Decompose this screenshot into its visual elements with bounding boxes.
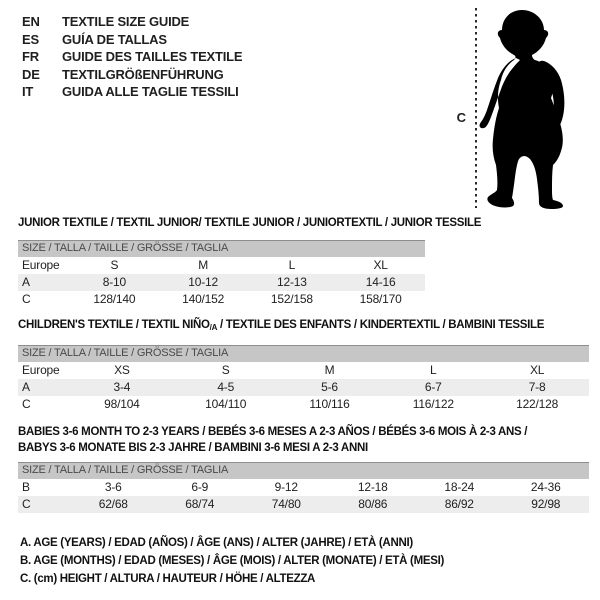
baby-silhouette-graphic bbox=[440, 0, 600, 220]
language-title: TEXTILE SIZE GUIDE bbox=[62, 14, 190, 29]
table-title-text: CHILDREN'S TEXTILE / TEXTIL NIÑO bbox=[18, 319, 210, 331]
size-cell: 74/80 bbox=[271, 497, 301, 511]
size-cell: L bbox=[288, 258, 296, 272]
row-label: A bbox=[22, 380, 30, 394]
size-cell: 92/98 bbox=[531, 497, 561, 511]
language-title: GUIDE DES TAILLES TEXTILE bbox=[62, 49, 243, 64]
language-row bbox=[22, 13, 242, 31]
size-cell: XL bbox=[373, 258, 388, 272]
size-cell: 116/122 bbox=[412, 397, 454, 411]
table-title-line2: BABYS 3-6 MONATE BIS 2-3 JAHRE / BAMBINI 3-6 MESI A 2-3 ANNI bbox=[18, 442, 368, 454]
table-row bbox=[18, 379, 589, 396]
table-title bbox=[18, 424, 589, 456]
height-figure bbox=[440, 0, 600, 220]
junior-size-table bbox=[18, 216, 482, 308]
size-cell: S bbox=[110, 258, 119, 272]
table-row bbox=[18, 362, 589, 379]
size-cell: 4-5 bbox=[217, 380, 235, 394]
size-cell: 12-18 bbox=[357, 480, 388, 494]
language-code: FR bbox=[22, 49, 39, 64]
table-row bbox=[18, 479, 589, 496]
size-cell: 7-8 bbox=[528, 380, 546, 394]
size-cell: 104/110 bbox=[205, 397, 247, 411]
size-cell: L bbox=[430, 363, 437, 377]
table-row bbox=[18, 274, 425, 291]
row-label: Europe bbox=[22, 258, 60, 272]
size-cell: M bbox=[198, 258, 209, 272]
language-list bbox=[22, 13, 242, 101]
table-row bbox=[18, 291, 425, 308]
table-title-line1: BABIES 3-6 MONTH TO 2-3 YEARS / BEBÉS 3-6 MESES A 2-3 AÑOS / BÉBÉS 3-6 MOIS À 2-3 ANS / bbox=[18, 426, 528, 438]
size-cell: 6-7 bbox=[424, 380, 442, 394]
height-label: C bbox=[456, 110, 466, 125]
size-cell: 62/68 bbox=[98, 497, 128, 511]
language-title: GUÍA DE TALLAS bbox=[62, 31, 167, 47]
table-title: JUNIOR TEXTILE / TEXTIL JUNIOR/ TEXTILE JUNIOR / JUNIORTEXTIL / JUNIOR TESSILE bbox=[18, 217, 482, 229]
table-title-subscript: /A bbox=[209, 323, 218, 332]
size-cell: S bbox=[221, 363, 230, 377]
table-title-text: / TEXTILE DES ENFANTS / KINDERTEXTIL / BAMBINI TESSILE bbox=[217, 319, 545, 331]
table-title bbox=[18, 318, 589, 335]
size-cell: 80/86 bbox=[358, 497, 388, 511]
size-cell: 122/128 bbox=[516, 397, 559, 411]
language-row bbox=[22, 48, 242, 66]
size-cell: 98/104 bbox=[104, 397, 140, 411]
size-cell: M bbox=[324, 363, 335, 377]
size-cell: 9-12 bbox=[274, 480, 298, 494]
size-cell: 10-12 bbox=[188, 275, 218, 289]
size-cell: 86/92 bbox=[444, 497, 474, 511]
size-cell: 8-10 bbox=[102, 275, 126, 289]
table-header-bar: SIZE / TALLA / TAILLE / GRÖSSE / TAGLIA bbox=[18, 462, 589, 479]
size-cell: 6-9 bbox=[191, 480, 209, 494]
language-code: ES bbox=[22, 31, 39, 47]
table-header-bar: SIZE / TALLA / TAILLE / GRÖSSE / TAGLIA bbox=[18, 240, 425, 257]
legend-line-b: B. AGE (MONTHS) / EDAD (MESES) / ÂGE (MOIS) / ALTER (MONATE) / ETÀ (MESI) bbox=[20, 555, 445, 567]
size-cell: 110/116 bbox=[309, 397, 350, 411]
language-code: EN bbox=[22, 14, 40, 29]
legend bbox=[20, 534, 444, 588]
size-cell: 3-6 bbox=[104, 480, 122, 494]
language-row bbox=[22, 66, 242, 84]
size-cell: XL bbox=[529, 363, 545, 377]
language-title: TEXTILGRÖßENFÜHRUNG bbox=[62, 66, 224, 82]
size-cell: 5-6 bbox=[321, 380, 338, 394]
row-label: Europe bbox=[22, 363, 60, 377]
legend-line-a: A. AGE (YEARS) / EDAD (AÑOS) / ÂGE (ANS) / ALTER (JAHRE) / ETÀ (ANNI) bbox=[20, 537, 413, 549]
size-cell: 24-36 bbox=[530, 480, 561, 494]
language-row bbox=[22, 83, 242, 101]
size-cell: 3-4 bbox=[113, 380, 131, 394]
row-label: C bbox=[22, 292, 31, 306]
table-row bbox=[18, 257, 425, 274]
table-row bbox=[18, 496, 589, 513]
size-cell: 152/158 bbox=[270, 292, 313, 306]
row-label: A bbox=[22, 275, 30, 289]
row-label: C bbox=[22, 397, 31, 411]
table-row bbox=[18, 396, 589, 413]
row-label: B bbox=[22, 480, 30, 494]
size-cell: 12-13 bbox=[277, 275, 307, 289]
baby-silhouette-icon bbox=[480, 10, 565, 209]
language-code: DE bbox=[22, 66, 40, 82]
size-cell: 18-24 bbox=[444, 480, 475, 494]
table-header-bar: SIZE / TALLA / TAILLE / GRÖSSE / TAGLIA bbox=[18, 345, 589, 362]
size-cell: 14-16 bbox=[365, 275, 396, 289]
size-cell: 68/74 bbox=[185, 497, 215, 511]
children-size-table bbox=[18, 318, 589, 413]
size-cell: 158/170 bbox=[359, 292, 402, 306]
language-code: IT bbox=[22, 84, 34, 99]
legend-line-c: C. (cm) HEIGHT / ALTURA / HAUTEUR / HÖHE / ALTEZZA bbox=[20, 573, 316, 585]
language-row bbox=[22, 31, 242, 49]
size-cell: XS bbox=[114, 363, 130, 377]
language-title: GUIDA ALLE TAGLIE TESSILI bbox=[62, 84, 239, 99]
size-cell: 140/152 bbox=[182, 292, 225, 306]
row-label: C bbox=[22, 497, 31, 511]
babies-size-table bbox=[18, 424, 589, 513]
size-cell: 128/140 bbox=[93, 292, 136, 306]
